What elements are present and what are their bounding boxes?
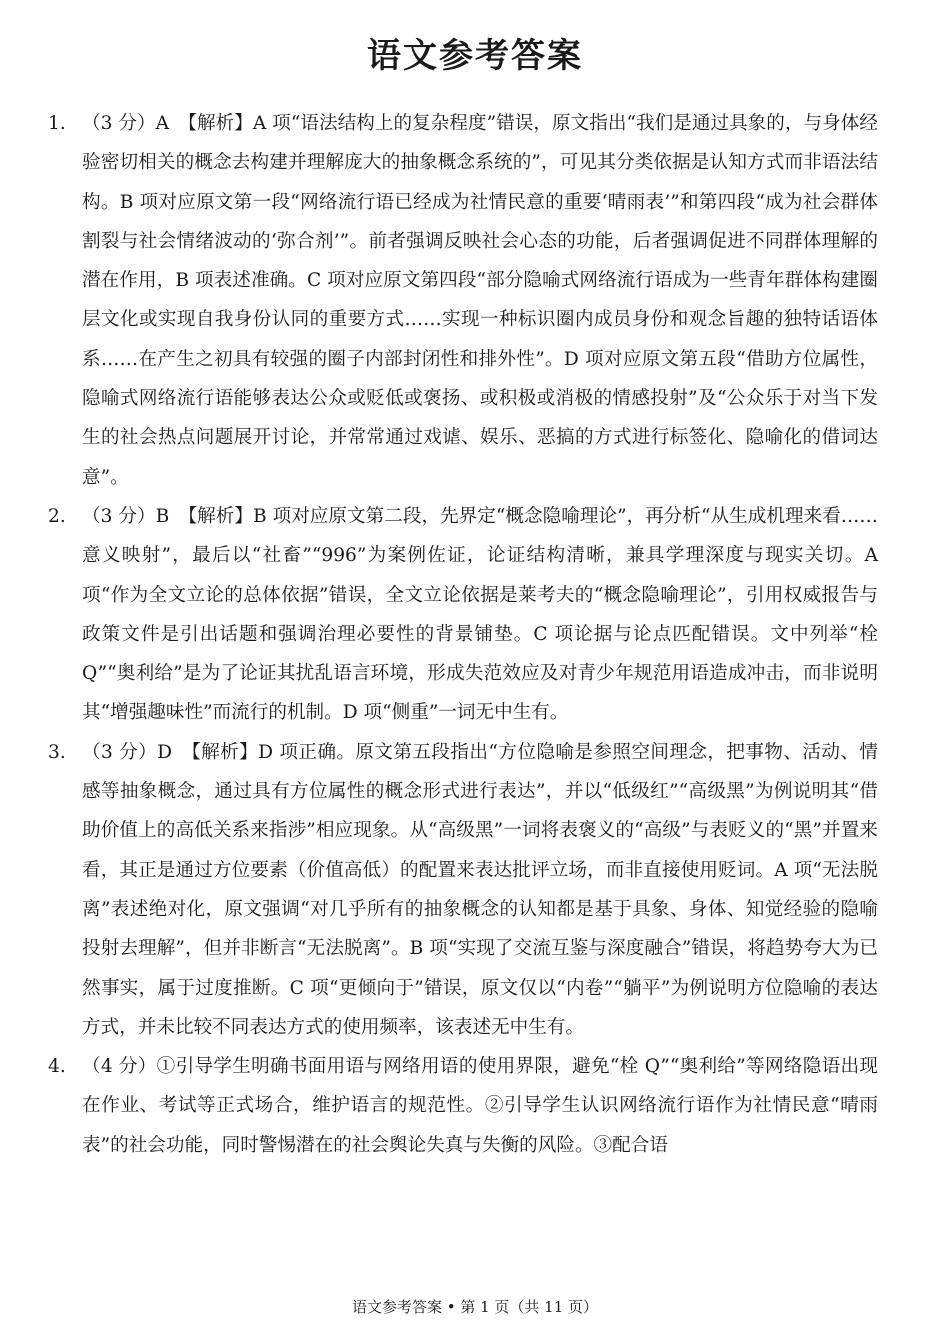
page-title: 语文参考答案 (367, 36, 583, 76)
answer-item-4 (48, 1047, 878, 1165)
answer-number: 2. (48, 505, 66, 527)
answer-text: （3 分）B 【解析】B 项对应原文第二段，先界定“概念隐喻理论”，再分析“从生成机理来看……意义映射”，最后以“社畜”“996”为案例佐证，论证结构清晰，兼具学理深度与现实关切。A 项“作为全文立论的总体依据”错误，全文立论依据是莱考夫的“概念隐喻理论”，引用权威报告与政策文件是引出话题和强调治理必要性的背景铺垫。C 项论据与论点匹配错误。文中列举“栓 Q”“奥利给”是为了论证其扰乱语言环境，形成失范效应及对青少年规范用语造成冲击，而非说明其“增强趣味性”而流行的机制。D 项“侧重”一词无中生有。 (82, 505, 878, 724)
answer-item-1 (48, 104, 878, 497)
answer-text: （3 分）D 【解析】D 项正确。原文第五段指出“方位隐喻是参照空间理念，把事物、活动、情感等抽象概念，通过具有方位属性的概念形式进行表达”，并以“低级红”“高级黑”为例说明其“借助价值上的高低关系来指涉”相应现象。从“高级黑”一词将表褒义的“高级”与表贬义的“黑”并置来看，其正是通过方位要素（价值高低）的配置来表达批评立场，而非直接使用贬词。A 项“无法脱离”表述绝对化，原文强调“对几乎所有的抽象概念的认知都是基于具象、身体、知觉经验的隐喻投射去理解”，但并非断言“无法脱离”。B 项“实现了交流互鉴与深度融合”错误，将趋势夸大为已然事实，属于过度推断。C 项“更倾向于”错误，原文仅以“内卷”“躺平”为例说明方位隐喻的表达方式，并未比较不同表达方式的使用频率，该表述无中生有。 (82, 741, 878, 1038)
answer-text: （4 分）①引导学生明确书面用语与网络用语的使用界限，避免“栓 Q”“奥利给”等网络隐语出现在作业、考试等正式场合，维护语言的规范性。②引导学生认识网络流行语作为社情民意“晴雨表”的社会功能，同时警惕潜在的社会舆论失真与失衡的风险。③配合语 (82, 1056, 878, 1156)
answer-text: （3 分）A 【解析】A 项“语法结构上的复杂程度”错误，原文指出“我们是通过具象的，与身体经验密切相关的概念去构建并理解庞大的抽象概念系统的”，可见其分类依据是认知方式而非语法结构。B 项对应原文第一段“网络流行语已经成为社情民意的重要‘晴雨表’”和第四段“成为社会群体割裂与社会情绪波动的‘弥合剂’”。前者强调反映社会心态的功能，后者强调促进不同群体理解的潜在作用，B 项表述准确。C 项对应原文第四段“部分隐喻式网络流行语成为一些青年群体构建圈层文化或实现自我身份认同的重要方式……实现一种标识圈内成员身份和观念旨趣的独特话语体系……在产生之初具有较强的圈子内部封闭性和排外性”。D 项对应原文第五段“借助方位属性，隐喻式网络流行语能够表达公众或贬低或褒扬、或积极或消极的情感投射”及“公众乐于对当下发生的社会热点问题展开讨论，并常常通过戏谑、娱乐、恶搞的方式进行标签化、隐喻化的借词达意”。 (82, 113, 878, 488)
page-footer: 语文参考答案 • 第 1 页（共 11 页） (351, 1298, 599, 1316)
answer-number: 4. (48, 1056, 66, 1078)
answer-number: 1. (48, 113, 66, 134)
answer-item-3 (48, 733, 878, 1047)
answer-item-2 (48, 497, 878, 733)
answer-number: 3. (48, 741, 66, 763)
answer-list (48, 104, 878, 1165)
